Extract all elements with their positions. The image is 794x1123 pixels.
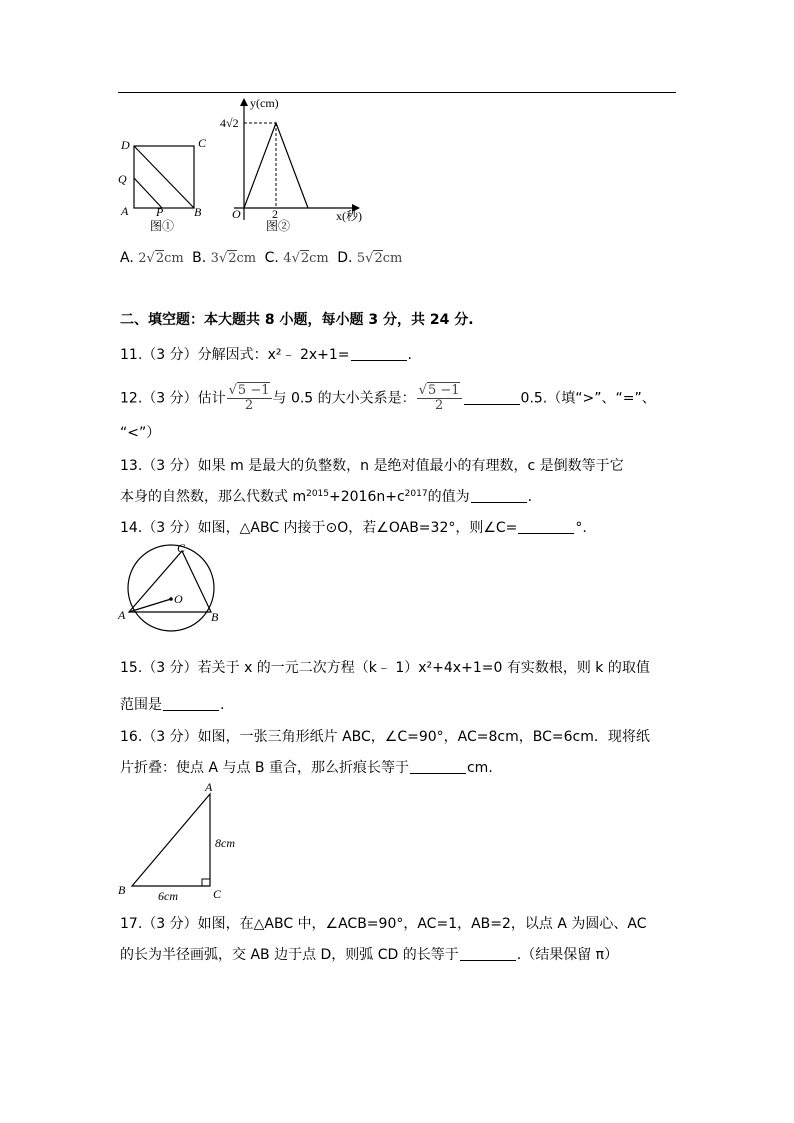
q14-figure	[116, 542, 226, 632]
segment-qp	[134, 178, 162, 208]
header-rule	[118, 92, 676, 93]
right-angle-mark	[202, 879, 210, 886]
option-d: D. 5√2cm	[337, 250, 403, 266]
fraction-sqrt5: $\frac{√5 -1}{2}$	[228, 383, 270, 413]
fig1-caption: 图①	[150, 219, 175, 233]
answer-blank	[460, 946, 516, 961]
option-b: B. 3√2cm	[192, 250, 257, 266]
label-c: C	[198, 136, 207, 150]
label-bc-length: 6cm	[158, 889, 178, 903]
label-b: B	[118, 883, 126, 897]
fraction-sqrt5-repeat: $\frac{√5 -1}{2}$	[418, 383, 460, 413]
q10-figure	[110, 94, 370, 234]
answer-blank	[464, 390, 520, 405]
question-15-line2: 范围是 .	[120, 697, 225, 713]
section2-heading: 二、填空题：本大题共 8 小题，每小题 3 分，共 24 分.	[120, 312, 474, 328]
label-a: A	[205, 780, 213, 794]
q10-options	[120, 248, 402, 269]
y-axis-arrow	[240, 98, 248, 106]
label-o: O	[174, 592, 183, 606]
question-12: 12.（3 分）估计 $\frac{√5 -1}{2}$ 与 0.5 的大小关系是： $\frac{√5 -1}{2}$ 0.5.（填“>”、“=”、	[120, 383, 656, 413]
center-dot	[169, 597, 173, 601]
y-axis-label: y(cm)	[250, 96, 279, 110]
label-b: B	[211, 610, 219, 624]
triangle-abc	[129, 551, 211, 612]
x-axis-label: x(秒)	[336, 209, 362, 223]
question-11: 11.（3 分）分解因式：x²﹣ 2x+1= .	[120, 347, 412, 363]
question-14: 14.（3 分）如图，△ABC 内接于⊙O，若∠OAB=32°，则∠C= °.	[120, 520, 587, 536]
label-q: Q	[118, 172, 127, 186]
diagonal-db	[134, 146, 194, 208]
label-b: B	[194, 205, 202, 219]
answer-blank	[518, 519, 574, 534]
q16-figure	[112, 780, 252, 904]
answer-blank	[471, 488, 527, 503]
answer-blank	[351, 346, 407, 361]
triangle-abc	[132, 794, 210, 886]
option-c: C. 4√2cm	[264, 250, 329, 266]
x-peak-label: 2	[272, 207, 278, 221]
question-12-line2: “<”）	[120, 425, 161, 441]
label-c: C	[213, 887, 222, 901]
circle-o	[128, 545, 214, 631]
label-ac-length: 8cm	[215, 836, 235, 850]
y-peak-label: 4√2	[220, 116, 239, 130]
label-a: A	[118, 608, 126, 622]
question-16-line1: 16.（3 分）如图，一张三角形纸片 ABC，∠C=90°，AC=8cm，BC=6cm．现将纸	[120, 729, 650, 745]
answer-blank	[163, 696, 219, 711]
question-13-line1: 13.（3 分）如果 m 是最大的负整数，n 是绝对值最小的有理数，c 是倒数等于它	[120, 458, 624, 474]
answer-blank	[410, 759, 466, 774]
question-13-line2: 本身的自然数，那么代数式 $m^{2015}+2016n+c^{2017}$的值为 .	[120, 489, 533, 505]
label-c: C	[177, 542, 186, 555]
fig2-caption: 图②	[266, 219, 291, 233]
label-p: P	[156, 205, 164, 219]
question-17-line2: 的长为半径画弧，交 AB 边于点 D，则弧 CD 的长等于 .（结果保留 π）	[120, 947, 619, 963]
label-d: D	[121, 138, 130, 152]
option-a: A. 2√2cm	[120, 250, 184, 266]
question-16-line2: 片折叠：使点 A 与点 B 重合，那么折痕长等于 cm.	[120, 760, 493, 776]
question-17-line1: 17.（3 分）如图，在△ABC 中，∠ACB=90°，AC=1，AB=2，以点 A 为圆心、AC	[120, 916, 647, 932]
label-a: A	[121, 204, 129, 218]
question-15-line1: 15.（3 分）若关于 x 的一元二次方程（k﹣ 1）x²+4x+1=0 有实数根，则 k 的取值	[120, 660, 650, 676]
origin-label: O	[232, 207, 241, 221]
